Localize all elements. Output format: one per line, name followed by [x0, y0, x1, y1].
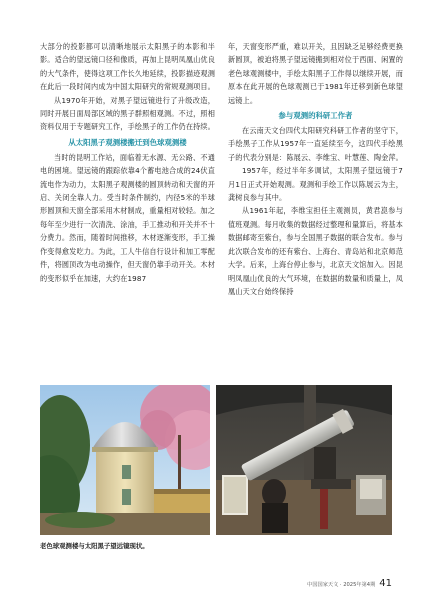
telescope-image — [216, 385, 392, 535]
page-number: 41 — [379, 578, 392, 589]
photo-caption: 老色球观测楼与太阳黑子望远镜现状。 — [40, 542, 149, 550]
section-heading: 参与观测的科研工作者 — [278, 111, 353, 121]
section-heading: 从太阳黑子观测楼搬迁到色球观测楼 — [68, 137, 187, 147]
paragraph: 从1970年开始，对黑子望远镜进行了升级改造，同时开展日面局部区域的黑子群照相观测。不过，照相资料仅用于专题研究工作，手绘黑子的工作仍在持续。 — [40, 95, 215, 132]
paragraph: 年，天窗变形严重，难以开关，且因缺乏足够经费更换新圆顶，被迫将黑子望远镜搬到相对位于西面、闲置的老色球观测楼中，手绘太阳黑子工作得以继续开展，而原本在此开展的色球观测已于1981年迁移到新色球望远镜上。 — [228, 42, 403, 105]
paragraph: 大部分的投影都可以清晰地展示太阳黑子的本影和半影。适合的望远镜口径和像质，再加上昆明凤凰山优良的大气条件，使得这项工作长久地延续，投影描迹观测在此后一段时间内成为中国太阳研究的常规观测项目。 — [40, 42, 215, 92]
paragraph: 在云南天文台四代太阳研究科研工作者的坚守下，手绘黑子工作从1957年一直延续至今，这四代手绘黑子的代表分别是：陈展云、李维宝、叶慧莲、陶金萍。 — [228, 126, 403, 162]
observatory-building-photo — [40, 385, 210, 535]
right-column — [228, 40, 403, 298]
page-footer — [307, 578, 392, 589]
telescope-interior-photo — [216, 385, 392, 535]
paragraph: 当时的昆明工作站，面临着无水源、无公路、不通电的困境。望远镜的跟踪依靠4个蓄电池合成的24伏直流电作为动力，太阳黑子观测楼的圆顶转动和天窗的开启、关闭全靠人力。受当时条件制约，内径5米的半球形圆顶和天窗全部采用木材制成，重量相对较轻。加之每年至少进行一次清洗、涂油，手工推动和开关并不十分费力。然而，随着时间推移，木材逐渐变形，手工操作变得愈发吃力。为此，工人牛信自行设计和加工零配件，将圆顶改为电动操作，但天窗仍靠手动开关。木材的变形似乎在加速，大约在1987 — [40, 152, 215, 283]
paragraph: 1957年，经过半年多调试，太阳黑子望远镜于7月1日正式开始观测。观测和手绘工作以陈展云为主，龚树良参与其中。 — [228, 166, 403, 203]
journal-name: 中国国家天文 · 2025年第4期 — [307, 582, 376, 588]
left-column — [40, 40, 215, 285]
paragraph: 从1961年起，李维宝担任主观测员，黄君崑参与值班观测。每月收集的数据经过整理和量算后，将基本数据邮寄至紫台，参与全国黑子数据的联合发布。参与此次联合发布的还有紫台、上海台、青岛站和北京师范大学。后来，上海台停止参与，北京天文馆加入。因昆明凤凰山优良的大气环境，在数据的数量和质量上，凤凰山天文台始终保持 — [228, 206, 403, 296]
observatory-building-image — [40, 385, 210, 535]
